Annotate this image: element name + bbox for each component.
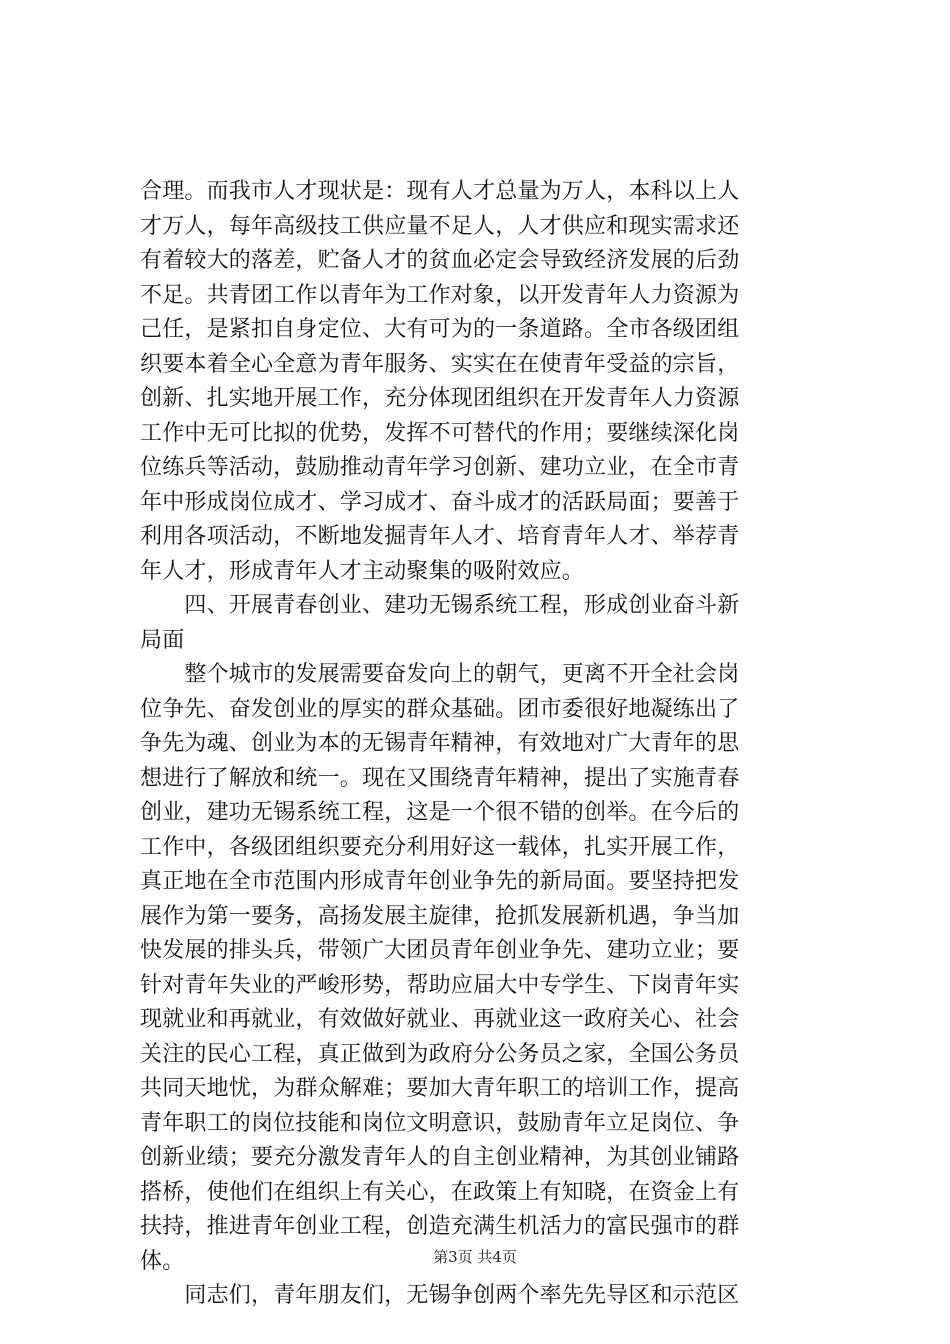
text-line: 位练兵等活动，鼓励推动青年学习创新、建功立业，在全市青 [140, 455, 740, 480]
text-line: 真正地在全市范围内形成青年创业争先的新局面。要坚持把发 [140, 869, 740, 894]
text-line: 工作中无可比拟的优势，发挥不可替代的作用；要继续深化岗 [140, 420, 740, 446]
text-line: 扶持，推进青年创业工程，创造充满生机活力的富民强市的群 [140, 1214, 740, 1239]
text-line: 现就业和再就业，有效做好就业、再就业这一政府关心、社会 [140, 1007, 740, 1032]
text-line: 年人才，形成青年人才主动聚集的吸附效应。 [140, 558, 585, 584]
text-line: 整个城市的发展需要奋发向上的朝气，更离不开全社会岗 [140, 662, 740, 687]
text-line: 利用各项活动，不断地发掘青年人才、培育青年人才、举荐青 [140, 524, 740, 549]
text-line: 才万人，每年高级技工供应量不足人，人才供应和现实需求还 [140, 213, 740, 239]
text-line: 搭桥，使他们在组织上有关心，在政策上有知晓，在资金上有 [140, 1179, 740, 1205]
page-footer: 第3页 共4页 [433, 1248, 517, 1266]
section-heading-line: 四、开展青春创业、建功无锡系统工程，形成创业奋斗新 [140, 593, 740, 618]
text-line: 争先为魂、创业为本的无锡青年精神，有效地对广大青年的思 [140, 731, 740, 756]
text-line: 合理。而我市人才现状是：现有人才总量为万人，本科以上人 [140, 179, 740, 204]
text-line: 快发展的排头兵，带领广大团员青年创业争先、建功立业；要 [140, 938, 740, 963]
text-line: 关注的民心工程，真正做到为政府分公务员之家，全国公务员 [140, 1041, 740, 1067]
text-line: 位争先、奋发创业的厚实的群众基础。团市委很好地凝练出了 [140, 696, 740, 722]
text-line: 不足。共青团工作以青年为工作对象，以开发青年人力资源为 [140, 282, 740, 308]
body-text [140, 175, 840, 1314]
text-line: 针对青年失业的严峻形势，帮助应届大中专学生、下岗青年实 [140, 972, 740, 998]
section-heading-line: 局面 [140, 627, 185, 653]
text-line: 创新、扎实地开展工作，充分体现团组织在开发青年人力资源 [140, 386, 740, 411]
text-line: 共同天地忧，为群众解难；要加大青年职工的培训工作，提高 [140, 1076, 740, 1101]
text-line: 有着较大的落差，贮备人才的贫血必定会导致经济发展的后劲 [140, 248, 740, 273]
text-line: 工作中，各级团组织要充分利用好这一载体，扎实开展工作， [140, 834, 740, 860]
text-line: 年中形成岗位成才、学习成才、奋斗成才的活跃局面；要善于 [140, 489, 740, 515]
text-line: 想进行了解放和统一。现在又围绕青年精神，提出了实施青春 [140, 765, 740, 791]
text-line: 青年职工的岗位技能和岗位文明意识，鼓励青年立足岗位、争 [140, 1110, 740, 1136]
text-line: 创业，建功无锡系统工程，这是一个很不错的创举。在今后的 [140, 800, 740, 825]
text-line: 同志们，青年朋友们，无锡争创两个率先先导区和示范区 [140, 1283, 740, 1308]
text-line: 己任，是紧扣自身定位、大有可为的一条道路。全市各级团组 [140, 317, 740, 342]
text-line: 织要本着全心全意为青年服务、实实在在使青年受益的宗旨， [140, 351, 740, 377]
text-line: 展作为第一要务，高扬发展主旋律，抢抓发展新机遇，争当加 [140, 903, 740, 929]
text-line: 体。 [140, 1248, 185, 1274]
text-line: 创新业绩；要充分激发青年人的自主创业精神，为其创业铺路 [140, 1145, 740, 1170]
